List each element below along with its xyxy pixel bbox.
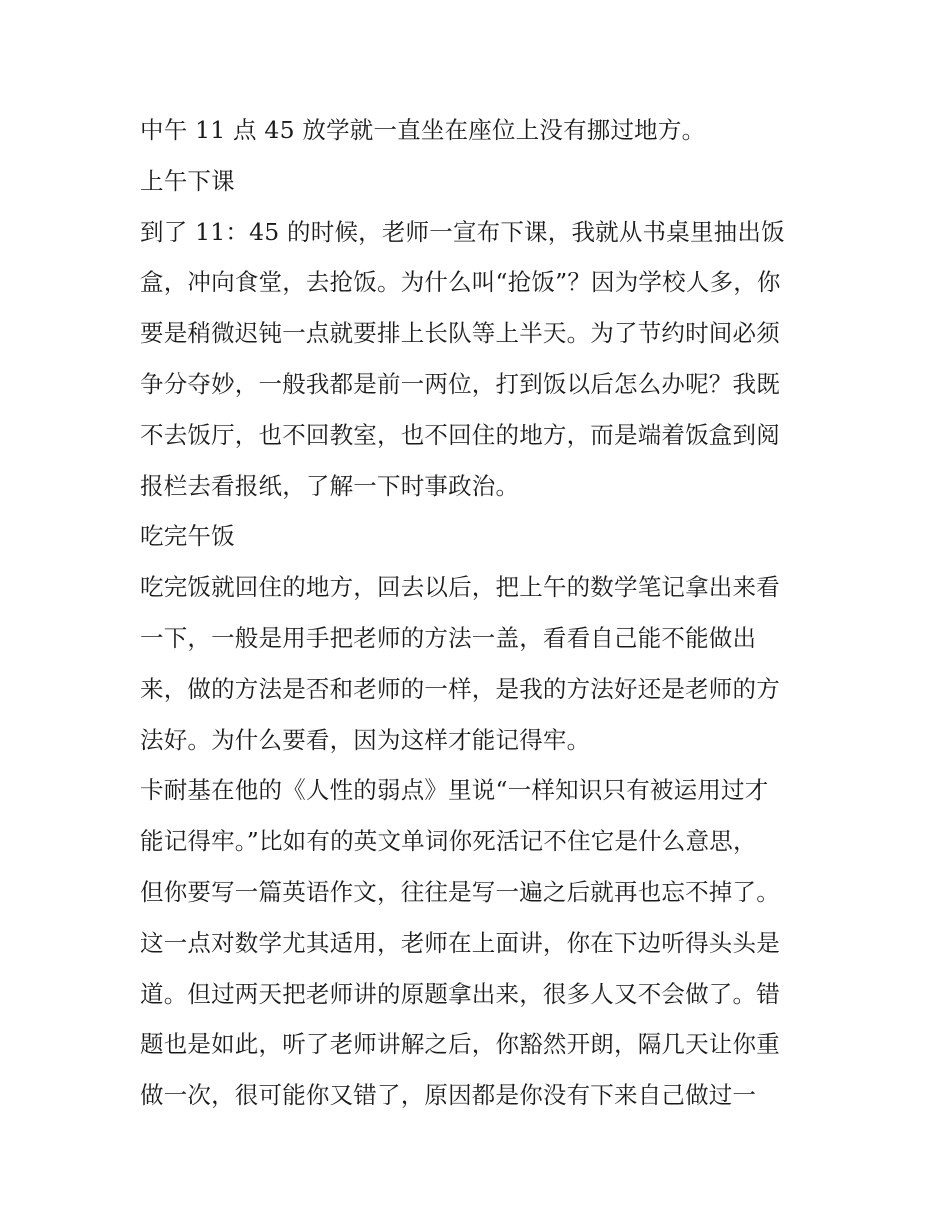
paragraph-line: 来，做的方法是否和老师的一样，是我的方法好还是老师的方 [140,674,780,703]
paragraph-line: 不去饭厅，也不回教室，也不回住的地方，而是端着饭盒到阅 [140,420,780,449]
paragraph-line: 道。但过两天把老师讲的原题拿出来，很多人又不会做了。错 [140,979,780,1008]
paragraph-line: 做一次，很可能你又错了，原因都是你没有下来自己做过一 [140,1081,757,1110]
paragraph-line: 法好。为什么要看，因为这样才能记得牢。 [140,725,591,754]
paragraph-line: 能记得牢。”比如有的英文单词你死活记不住它是什么意思， [140,827,757,856]
paragraph-line: 报栏去看报纸，了解一下时事政治。 [140,471,520,500]
paragraph-line: 中午 11 点 45 放学就一直坐在座位上没有挪过地方。 [140,116,706,144]
section-heading: 吃完午饭 [140,522,235,551]
paragraph-line: 题也是如此，听了老师讲解之后，你豁然开朗，隔几天让你重 [140,1030,780,1059]
paragraph-line: 但你要写一篇英语作文，往往是写一遍之后就再也忘不掉了。 [140,877,780,906]
paragraph-line: 这一点对数学尤其适用，老师在上面讲，你在下边听得头头是 [140,928,780,957]
paragraph-line: 吃完饭就回住的地方，回去以后，把上午的数学笔记拿出来看 [140,573,780,602]
document-page [140,110,820,1126]
paragraph-line: 卡耐基在他的《人性的弱点》里说“一样知识只有被运用过才 [140,776,769,805]
paragraph-line: 盒，冲向食堂，去抢饭。为什么叫“抢饭”？因为学校人多，你 [140,268,781,297]
paragraph-line: 到了 11：45 的时候，老师一宣布下课，我就从书桌里抽出饭 [140,217,785,246]
paragraph-line: 一下，一般是用手把老师的方法一盖，看看自己能不能做出 [140,623,757,652]
section-heading: 上午下课 [140,166,235,195]
paragraph-line: 争分夺妙，一般我都是前一两位，打到饭以后怎么办呢？我既 [140,369,780,398]
paragraph-line: 要是稍微迟钝一点就要排上长队等上半天。为了节约时间必须 [140,319,780,348]
